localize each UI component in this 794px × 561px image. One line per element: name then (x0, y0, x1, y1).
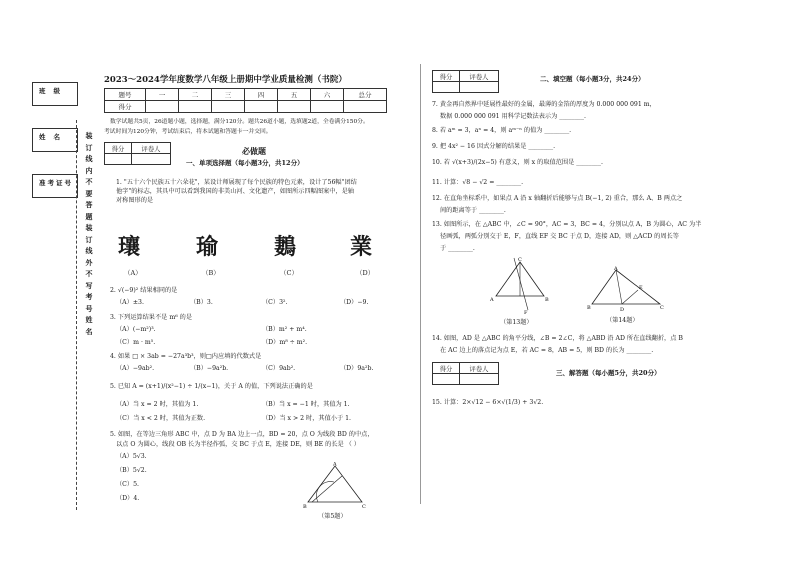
q8: 8. 若 aᵐ = 3，aⁿ = 4，则 aᵐ⁻ⁿ 的值为 ________. (432, 127, 572, 134)
section-title: 必做题 (242, 146, 266, 156)
page-divider (420, 64, 421, 504)
option-a-label: （A） (124, 269, 142, 277)
svg-text:E: E (639, 285, 643, 291)
score-cell: 题号 (105, 89, 146, 101)
score-cell: 一 (146, 89, 179, 101)
score-input-cell[interactable] (278, 101, 311, 113)
grader-score-input[interactable] (433, 374, 460, 385)
figure-14-caption: （第14题） (606, 317, 639, 324)
score-input-cell[interactable] (344, 101, 387, 113)
q5-option-a[interactable]: （A）当 x = 2 时，其值为 1. (116, 401, 199, 408)
option-b-glyph: 瑜 (196, 234, 219, 260)
instructions-line-2: 考试时间为120分钟，考试结束后，将本试题和答题卡一并交回。 (104, 129, 272, 135)
score-cell: 五 (278, 89, 311, 101)
q4-option-b[interactable]: （B）−9a²b. (190, 365, 229, 372)
binding-line (76, 120, 77, 510)
q2-option-c[interactable]: （C）3². (262, 299, 288, 306)
grader-score-label: 得分 (433, 71, 460, 82)
q9: 9. 把 4x² − 16 因式分解的结果是 ________. (432, 143, 556, 150)
q6-option-d[interactable]: （D）4. (116, 495, 140, 502)
q5-option-b[interactable]: （B）当 x = −1 时，其值为 1. (262, 401, 350, 408)
score-input-cell[interactable] (245, 101, 278, 113)
part2-heading: 二、填空题（每小题3分，共24分） (540, 75, 645, 83)
svg-text:B: B (587, 305, 591, 311)
score-cell: 六 (311, 89, 344, 101)
score-cell: 二 (179, 89, 212, 101)
figure-14 (586, 266, 666, 312)
q10: 10. 若 √(x+3)/(2x−5) 有意义，则 x 的取值范围是 ________. (432, 159, 603, 166)
svg-text:C: C (362, 504, 366, 510)
option-a-glyph: 瓖 (118, 234, 141, 260)
q15: 15. 计算：2×√12 − 6×√(1/3) + 3√2. (432, 399, 544, 406)
score-cell: 四 (245, 89, 278, 101)
svg-text:C: C (518, 257, 522, 263)
grader-box-1 (104, 142, 171, 165)
q1-line-1: 1. "五十六个民族五十六朵花"，某设计师展现了每个民族的特色元素，设计了56幅"团结 (116, 179, 357, 186)
option-d-glyph: 業 (350, 234, 373, 260)
q14-line-2: 在 AC 边上的落点记为点 E，若 AC = 8，AB = 5，则 BD 的长为 ________. (440, 347, 654, 354)
option-d-label: （D） (356, 269, 375, 277)
score-table (104, 88, 387, 113)
q13-line-3: 于 ________. (440, 245, 475, 252)
score-input-cell[interactable] (146, 101, 179, 113)
grader-score-input[interactable] (105, 154, 132, 165)
grader-name-label: 评卷人 (132, 143, 171, 154)
grader-score-input[interactable] (433, 82, 460, 93)
grader-name-input[interactable] (460, 374, 499, 385)
option-c-label: （C） (280, 269, 298, 277)
svg-text:B: B (303, 504, 307, 510)
q6-line-1: 5. 如图，在等边三角形 ABC 中，点 D 为 BA 边上一点，BD = 20，点 O 为线段 BD 的中点， (110, 431, 374, 438)
grader-name-label: 评卷人 (460, 363, 499, 374)
q5-option-c[interactable]: （C）当 x < 2 时，其值为正数. (116, 415, 206, 422)
q7-line-2: 数据 0.000 000 091 用科学记数法表示为 ________. (440, 113, 586, 120)
score-cell: 总分 (344, 89, 387, 101)
option-b-label: （B） (202, 269, 220, 277)
q4-option-c[interactable]: （C）9ab². (262, 365, 296, 372)
option-c-glyph: 鶈 (274, 234, 297, 260)
score-value-row[interactable] (105, 101, 387, 113)
svg-text:A: A (490, 297, 494, 303)
q6-option-c[interactable]: （C）5. (116, 481, 140, 488)
q5-option-d[interactable]: （D）当 x > 2 时，其值小于 1. (262, 415, 351, 422)
score-input-cell[interactable] (311, 101, 344, 113)
q3-option-b[interactable]: （B）m² + m⁴. (262, 326, 307, 333)
grader-box-2 (432, 70, 499, 93)
q3-option-d[interactable]: （D）m⁸ ÷ m². (262, 339, 308, 346)
score-input-cell[interactable] (212, 101, 245, 113)
class-label: 班级 (39, 87, 68, 95)
grader-score-label: 得分 (433, 363, 460, 374)
q12-line-2: 间的距离等于 ________. (440, 207, 506, 214)
figure-13-caption: （第13题） (500, 319, 533, 326)
grader-box-3 (432, 362, 499, 385)
grader-name-label: 评卷人 (460, 71, 499, 82)
score-input-cell[interactable] (179, 101, 212, 113)
name-label: 姓名 (39, 133, 68, 141)
figure-5-caption: （第5题） (318, 513, 347, 520)
q1-line-3: 对称图形的是 (116, 197, 154, 204)
q6-line-2: 以点 O 为圆心，线段 OB 长为半径作弧，交 BC 于点 E，连接 DE，则 BE 的长是 （ ） (116, 441, 360, 448)
exam-title: 2023～2024学年度数学八年级上册期中学业质量检测（书院） (104, 75, 347, 85)
q6-option-b[interactable]: （B）5√2. (116, 467, 147, 474)
q2-stem: 2. √(−9)² 结果相同的是 (110, 287, 178, 294)
q4-option-a[interactable]: （A）−9ab². (116, 365, 155, 372)
q12-line-1: 12. 在直角坐标系中，如果点 A 沿 x 轴翻折后能够与点 B(−1, 2) 重合，那么 A、B 两点之 (432, 195, 683, 202)
grader-name-input[interactable] (132, 154, 171, 165)
svg-text:B: B (545, 297, 549, 303)
svg-text:F: F (524, 310, 528, 316)
q13-line-1: 13. 如图所示，在 △ABC 中，∠C = 90°，AC = 3，BC = 4，分别以点 A，B 为圆心，AC 为半 (432, 221, 702, 228)
exam-number-label: 准考证号 (39, 179, 73, 187)
q7-line-1: 7. 黄金再自然界中延展性最好的金属，最薄的金箔的厚度为 0.000 000 091 m， (432, 101, 656, 108)
q6-option-a[interactable]: （A）5√3. (116, 453, 147, 460)
q1-line-2: 他字"的标志，其具中可以看到我国的非美山河、文化遗产，如图所示四幅图案中，是轴 (116, 188, 354, 195)
score-cell: 得分 (105, 101, 146, 113)
q3-option-a[interactable]: （A）(−m²)³. (116, 326, 156, 333)
score-cell: 三 (212, 89, 245, 101)
q11: 11. 计算：√8 − √2 = ________. (432, 179, 524, 186)
exam-number-box[interactable] (32, 174, 78, 198)
score-header-row (105, 89, 387, 101)
svg-text:D: D (620, 307, 625, 312)
grader-score-label: 得分 (105, 143, 132, 154)
grader-name-input[interactable] (460, 82, 499, 93)
q3-stem: 3. 下列运算结果不是 m⁶ 的是 (110, 314, 193, 321)
class-box[interactable] (32, 82, 78, 106)
q14-line-1: 14. 如图，AD 是 △ABC 的角平分线，∠B = 2∠C，将 △ABD 沿 AD 所在直线翻折，点 B (432, 335, 683, 342)
svg-text:A: A (333, 462, 337, 468)
part1-heading: 一、单项选择题（每小题3分，共12分） (186, 159, 304, 167)
instructions-line-1: 数学试题共5页，26道题小题，选择题，满分120分。题共26道小题，选填题2道，全卷满分150分。 (110, 119, 369, 125)
svg-text:A: A (614, 266, 618, 272)
q4-stem: 4. 如果 □ × 3ab = −27a³b³，则□内应填的代数式是 (110, 353, 262, 360)
q5-stem: 5. 已知 A = (x+1)/(x²−1) ÷ 1/(x−1)，关于 A 的值，下列说法正确的是 (110, 383, 313, 390)
q4-option-d[interactable]: （D）9a²b. (340, 365, 374, 372)
name-box[interactable] (32, 128, 78, 152)
svg-text:C: C (660, 305, 664, 311)
q2-option-b[interactable]: （B）3. (190, 299, 213, 306)
q3-option-c[interactable]: （C）m · m⁵. (116, 339, 156, 346)
q13-line-2: 径画弧，两弧分别交于 E，F，直线 EF 交 BC 于点 D，连接 AD，则 △ACD 的周长等 (440, 233, 679, 240)
part3-heading: 三、解答题（每小题5分，共20分） (556, 369, 661, 377)
binding-text: 装订线内不要答题装订线外不写考号姓名 (85, 131, 93, 336)
figure-5 (300, 462, 370, 514)
figure-13 (488, 256, 558, 316)
q2-option-a[interactable]: （A）±3. (116, 299, 144, 306)
q2-option-d[interactable]: （D）−9. (340, 299, 369, 306)
